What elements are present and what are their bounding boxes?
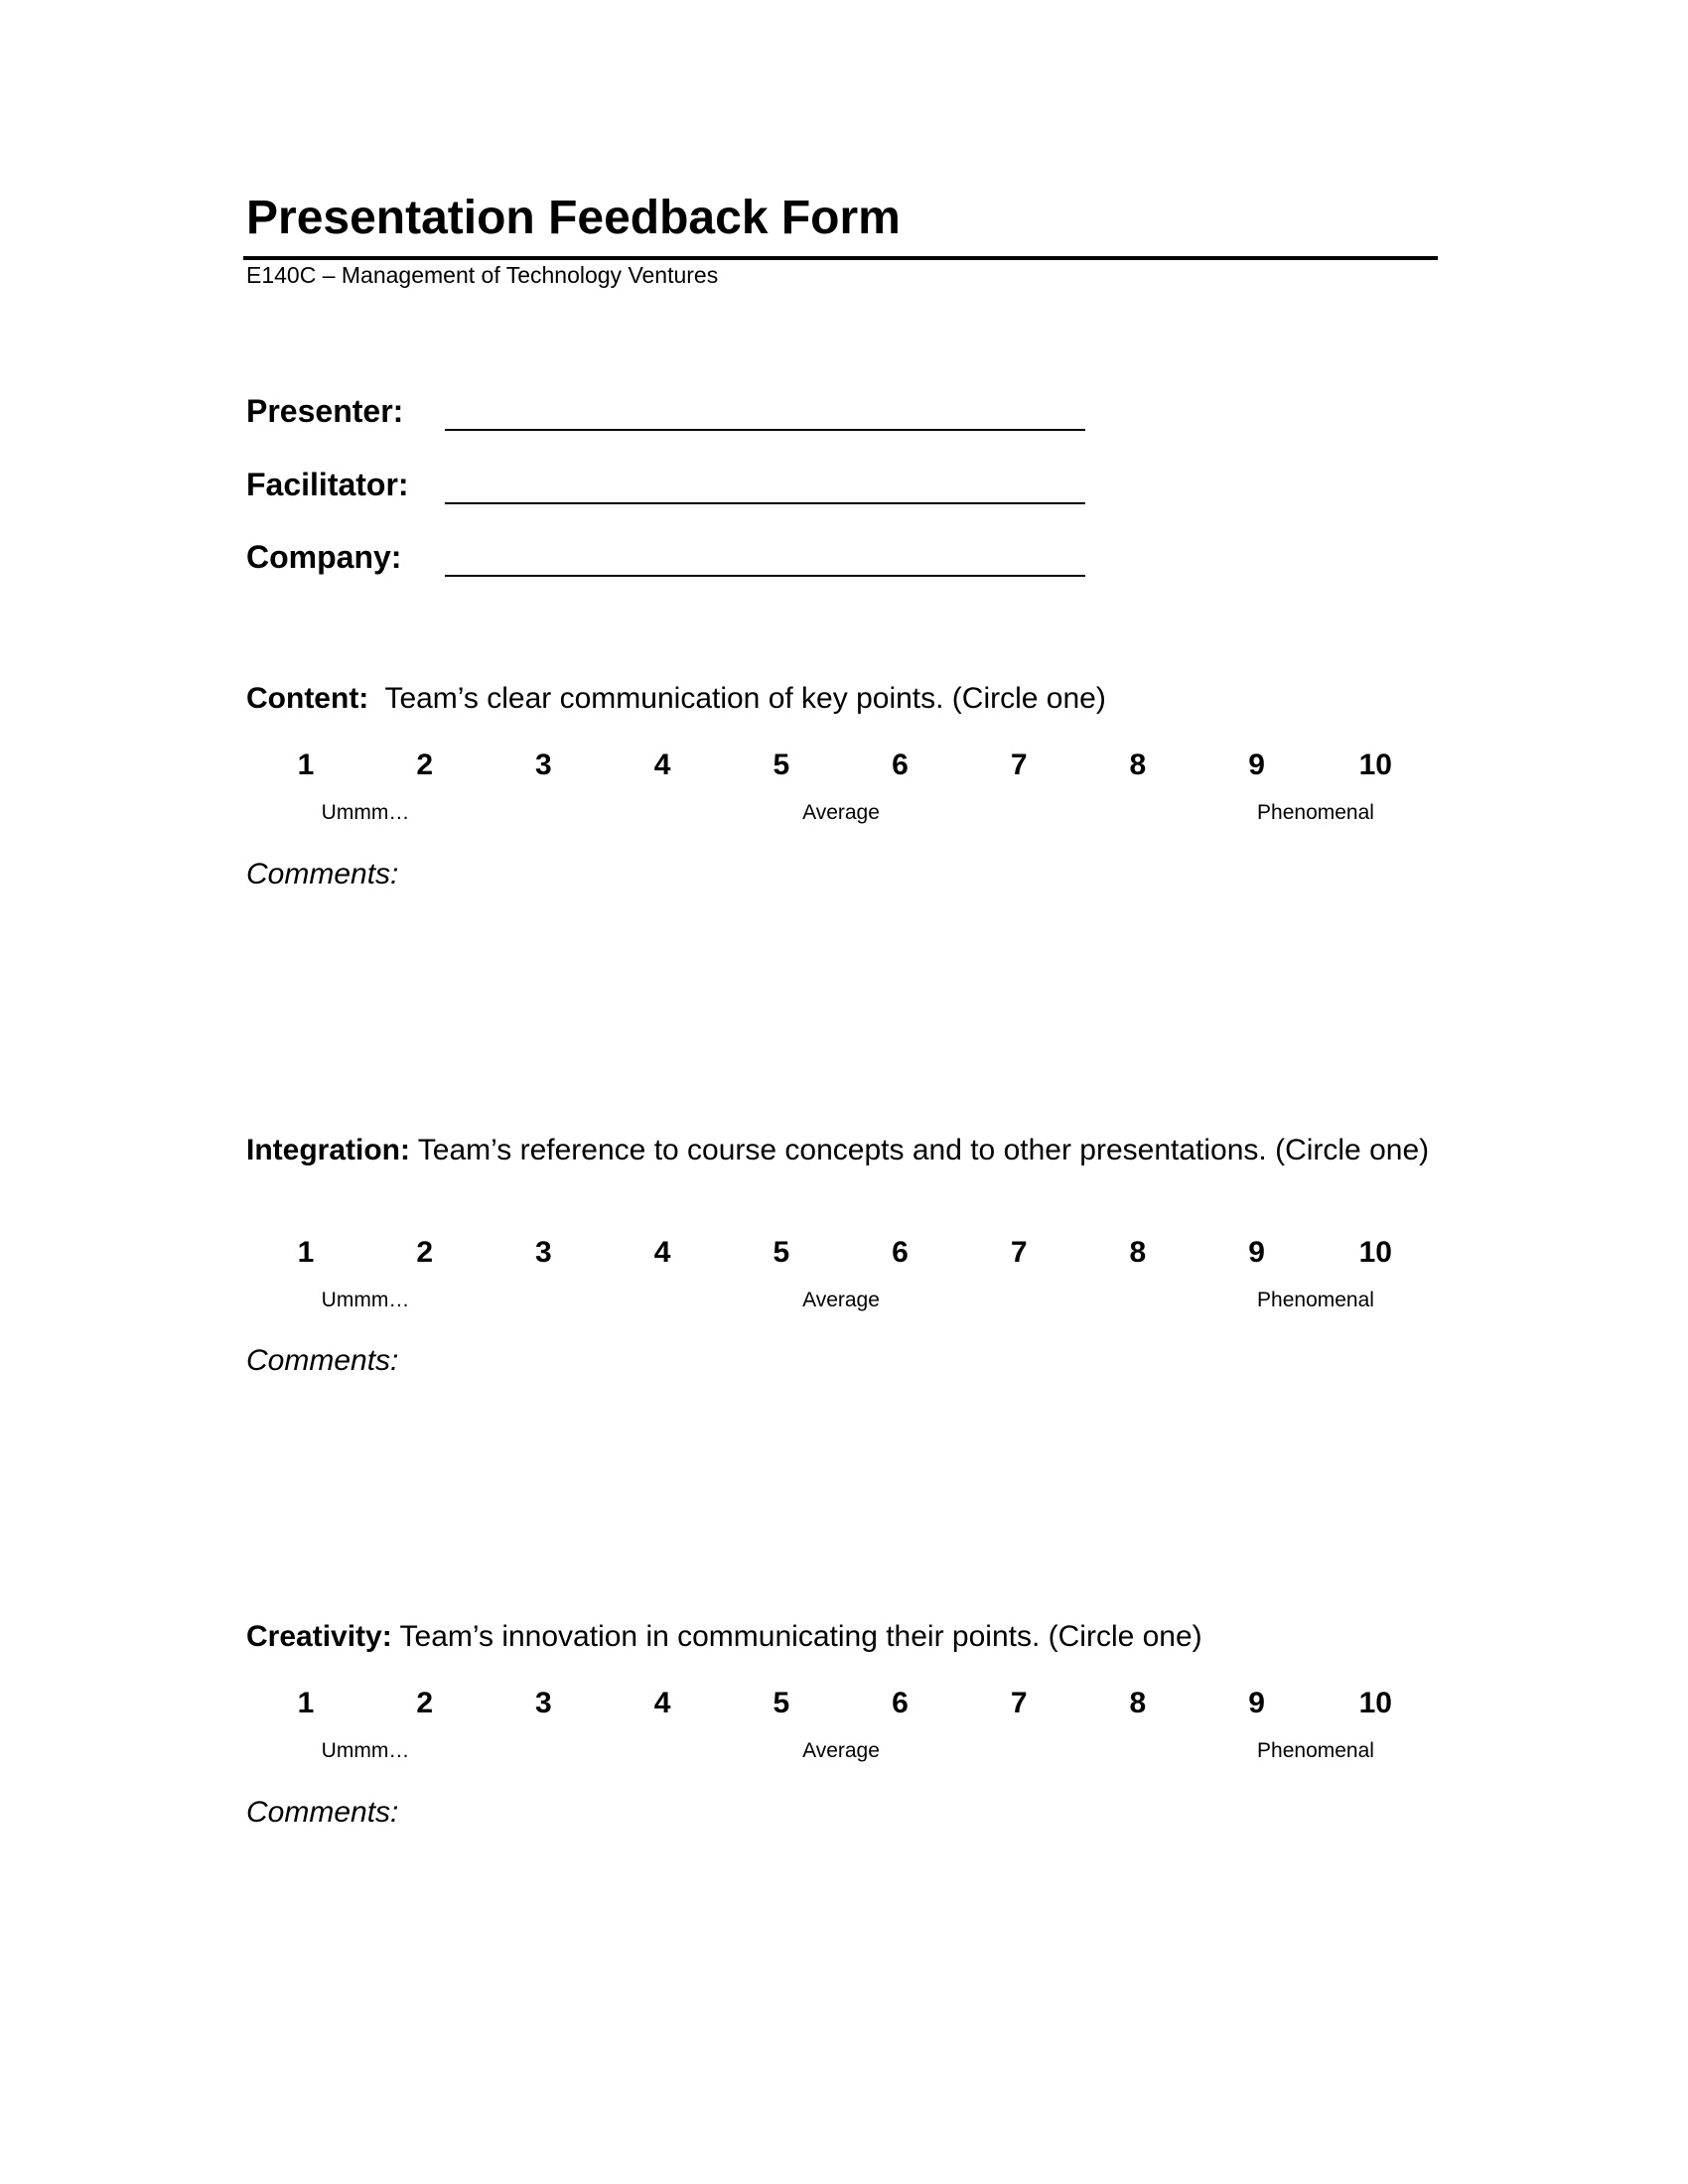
creativity-heading: Creativity: <box>246 1620 392 1653</box>
anchor-mid: Average <box>802 1739 880 1762</box>
content-prompt <box>246 681 1438 717</box>
creativity-comments-label: Comments: <box>246 1796 399 1829</box>
content-scale-anchors <box>246 802 1438 828</box>
feedback-form-page <box>246 0 1438 2184</box>
creativity-scale-anchors <box>246 1740 1438 1766</box>
anchor-low: Ummm… <box>321 1739 410 1762</box>
rating-option-5[interactable]: 5 <box>773 1236 790 1269</box>
rating-option-4[interactable]: 4 <box>653 1687 671 1719</box>
integration-section <box>246 1133 1438 1377</box>
rating-option-8[interactable]: 8 <box>1129 1687 1147 1719</box>
presenter-label: Presenter: <box>246 393 404 429</box>
rating-option-6[interactable]: 6 <box>892 1236 909 1269</box>
creativity-description: Team’s innovation in communicating their points. (Circle one) <box>399 1620 1202 1653</box>
rating-option-3[interactable]: 3 <box>535 749 552 781</box>
rating-option-2[interactable]: 2 <box>416 1236 434 1269</box>
facilitator-field <box>246 469 1140 518</box>
rating-option-4[interactable]: 4 <box>653 749 671 781</box>
rating-option-1[interactable]: 1 <box>297 1687 315 1719</box>
creativity-section <box>246 1619 1438 1829</box>
facilitator-label: Facilitator: <box>246 467 409 502</box>
company-field <box>246 541 1140 591</box>
company-blank-line[interactable] <box>445 575 1085 577</box>
creativity-prompt <box>246 1619 1438 1655</box>
rating-option-6[interactable]: 6 <box>892 1687 909 1719</box>
integration-description: Team’s reference to course concepts and to other presentations. (Circle one) <box>417 1134 1430 1166</box>
content-comments-label: Comments: <box>246 858 399 890</box>
rating-option-8[interactable]: 8 <box>1129 749 1147 781</box>
anchor-high: Phenomenal <box>1257 1289 1374 1311</box>
rating-option-3[interactable]: 3 <box>535 1236 552 1269</box>
course-subtitle: E140C – Management of Technology Ventures <box>246 262 719 288</box>
content-section <box>246 681 1438 890</box>
rating-option-10[interactable]: 10 <box>1358 1687 1392 1719</box>
integration-comments-label: Comments: <box>246 1344 399 1377</box>
rating-option-3[interactable]: 3 <box>535 1687 552 1719</box>
anchor-mid: Average <box>802 801 880 824</box>
anchor-mid: Average <box>802 1289 880 1311</box>
title-underline <box>243 256 1438 260</box>
creativity-rating-scale <box>246 1689 1438 1728</box>
rating-option-1[interactable]: 1 <box>297 749 315 781</box>
integration-heading: Integration: <box>246 1134 410 1166</box>
facilitator-blank-line[interactable] <box>445 502 1085 504</box>
anchor-low: Ummm… <box>321 1289 410 1311</box>
content-description: Team’s clear communication of key points. (Circle one) <box>384 682 1106 715</box>
integration-rating-scale <box>246 1238 1438 1278</box>
rating-option-10[interactable]: 10 <box>1358 1236 1392 1269</box>
rating-option-9[interactable]: 9 <box>1248 749 1265 781</box>
presenter-blank-line[interactable] <box>445 429 1085 431</box>
rating-option-10[interactable]: 10 <box>1358 749 1392 781</box>
anchor-low: Ummm… <box>321 801 410 824</box>
rating-option-2[interactable]: 2 <box>416 749 434 781</box>
content-rating-scale <box>246 751 1438 790</box>
rating-option-5[interactable]: 5 <box>773 749 790 781</box>
company-label: Company: <box>246 539 402 575</box>
rating-option-7[interactable]: 7 <box>1010 1236 1028 1269</box>
rating-option-4[interactable]: 4 <box>653 1236 671 1269</box>
rating-option-9[interactable]: 9 <box>1248 1687 1265 1719</box>
presenter-field <box>246 395 1140 445</box>
rating-option-5[interactable]: 5 <box>773 1687 790 1719</box>
rating-option-7[interactable]: 7 <box>1010 1687 1028 1719</box>
page-title: Presentation Feedback Form <box>246 192 901 244</box>
rating-option-9[interactable]: 9 <box>1248 1236 1265 1269</box>
rating-option-8[interactable]: 8 <box>1129 1236 1147 1269</box>
content-heading: Content: <box>246 682 369 715</box>
rating-option-7[interactable]: 7 <box>1010 749 1028 781</box>
integration-prompt <box>246 1133 1438 1168</box>
integration-scale-anchors <box>246 1290 1438 1315</box>
anchor-high: Phenomenal <box>1257 1739 1374 1762</box>
rating-option-6[interactable]: 6 <box>892 749 909 781</box>
rating-option-1[interactable]: 1 <box>297 1236 315 1269</box>
anchor-high: Phenomenal <box>1257 801 1374 824</box>
rating-option-2[interactable]: 2 <box>416 1687 434 1719</box>
